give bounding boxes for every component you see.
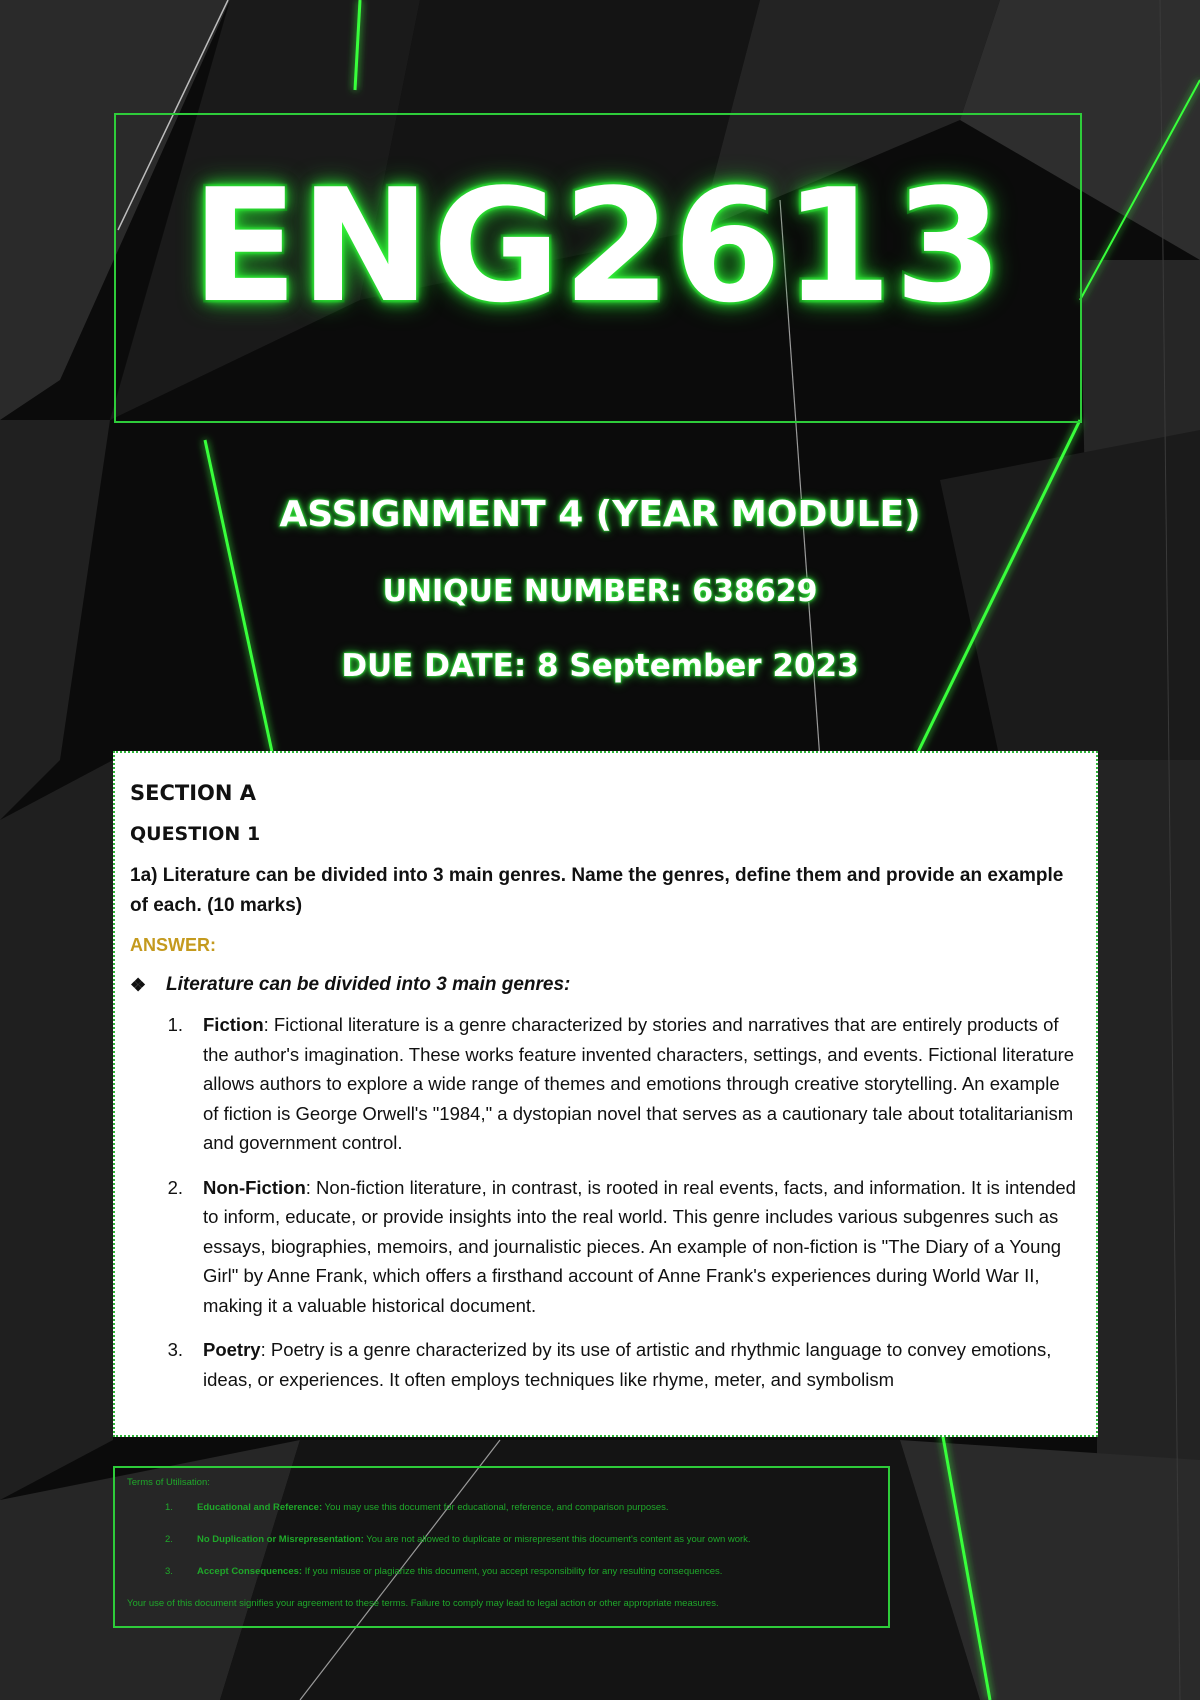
terms-item: [127, 1566, 876, 1577]
terms-title: Terms of Utilisation:: [127, 1477, 210, 1488]
list-item: [130, 1335, 1078, 1394]
list-item-text: : Non-fiction literature, in contrast, is rooted in real events, facts, and information. It is intended to inform, educate, or provide insights into the real world. This genre includes various subgenres such as essays, biographies, memoirs, and journalistic pieces. An example of non-fiction is "The Diary of a Young Girl" by Anne Frank, which offers a firsthand account of Anne Frank's experiences during World War II, making it a valuable historical document.: [203, 1176, 1076, 1316]
terms-item-text: If you misuse or plagiarize this document, you accept responsibility for any resulting consequences.: [302, 1566, 723, 1577]
terms-item: [127, 1502, 876, 1513]
terms-item-body: [197, 1566, 722, 1577]
list-item-term: Non-Fiction: [203, 1176, 306, 1198]
terms-of-utilisation: [113, 1466, 890, 1628]
terms-item-text: You are not allowed to duplicate or misrepresent this document's content as your own work.: [363, 1534, 751, 1545]
document-preview: [113, 751, 1098, 1437]
list-item-text: : Poetry is a genre characterized by its use of artistic and rhythmic language to convey emotions, ideas, or experiences. It often employs techniques like rhyme, meter, and symbolism: [203, 1339, 1052, 1390]
answer-label: ANSWER:: [130, 935, 216, 955]
due-date: DUE DATE: 8 September 2023: [341, 648, 859, 684]
question-text: 1a) Literature can be divided into 3 main genres. Name the genres, define them and provide an example of each. (10 marks): [130, 865, 1064, 916]
course-code-title: ENG2613: [191, 155, 1005, 337]
diamond-bullet-icon: ❖: [130, 974, 147, 995]
terms-item: [127, 1534, 876, 1545]
question-title: QUESTION 1: [130, 823, 261, 845]
list-item-term: Poetry: [203, 1339, 261, 1360]
terms-item-number: 1.: [165, 1502, 173, 1513]
list-item-number: 3.: [167, 1339, 183, 1360]
terms-item-lead: Accept Consequences:: [197, 1566, 303, 1577]
terms-item-body: [197, 1534, 751, 1545]
list-item-body: [203, 1010, 1078, 1158]
terms-item-text: You may use this document for educational, reference, and comparison purposes.: [322, 1502, 669, 1513]
list-item-body: [203, 1335, 1078, 1394]
list-item: [130, 1173, 1078, 1321]
terms-item-number: 3.: [165, 1566, 173, 1577]
section-title: SECTION A: [130, 781, 257, 805]
list-item: [130, 1010, 1078, 1158]
lead-text: Literature can be divided into 3 main genres:: [166, 974, 571, 995]
list-item-text: : Fictional literature is a genre characterized by stories and narratives that are entirely products of the author's imagination. These works feature invented characters, settings, and events. Fictional literature allows authors to explore a wide range of themes and emotions through creative storytelling. An example of fiction is George Orwell's "1984," a dystopian novel that serves as a cautionary tale about totalitarianism and government control.: [203, 1014, 1075, 1153]
terms-item-body: [197, 1502, 669, 1513]
terms-item-number: 2.: [165, 1534, 173, 1545]
genre-list: [130, 1010, 1078, 1394]
terms-footer: Your use of this document signifies your agreement to these terms. Failure to comply may lead to legal action or other appropriate measures.: [127, 1598, 719, 1609]
assignment-heading: ASSIGNMENT 4 (YEAR MODULE): [279, 494, 921, 535]
terms-item-lead: No Duplication or Misrepresentation:: [197, 1534, 364, 1545]
list-item-number: 2.: [167, 1176, 183, 1198]
terms-item-lead: Educational and Reference:: [197, 1502, 323, 1513]
lead-statement: [130, 974, 1078, 996]
list-item-body: [203, 1173, 1078, 1321]
list-item-term: Fiction: [203, 1014, 264, 1035]
list-item-number: 1.: [167, 1014, 183, 1035]
unique-number: UNIQUE NUMBER: 638629: [382, 574, 818, 609]
